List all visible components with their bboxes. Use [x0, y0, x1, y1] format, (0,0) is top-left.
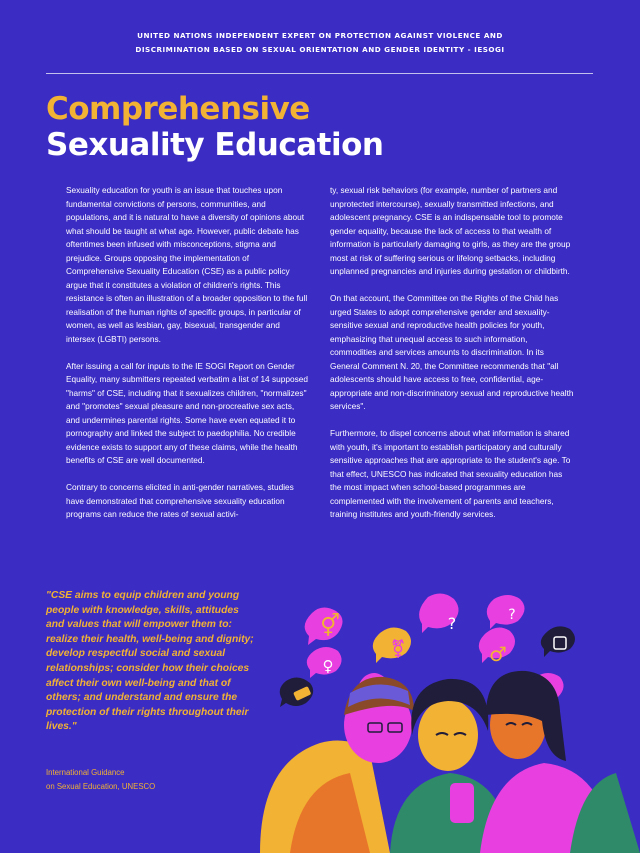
bubble-glyph: ⚥ [320, 614, 340, 639]
speech-bubble-icon [280, 677, 313, 707]
speech-bubble-icon [373, 627, 411, 663]
speech-bubble-icon [419, 593, 458, 633]
source-line-1: International Guidance [46, 768, 125, 777]
paragraph: Sexuality education for youth is an issue that touches upon fundamental convictions of persons, communities, and populations, and it is natural to have a diversity of opinions about what should be taught at what age. However, public debate has oftentimes been infused with misconceptions, stigma and prejudice. Groups opposing the implementation of Comprehensive Sexuality Education (CSE) as a public policy argue that it constitutes a violation of children's rights. This resistance is often an illustration of a broader opposition to the full realisation of the human rights of specific groups, in particular of women, as well as lesbian, gay, bisexual, transgender and intersex (LGBTI) persons. [66, 185, 308, 344]
right-text-column [330, 184, 575, 535]
bubble-glyph: ⚧ [390, 639, 406, 660]
paragraph: Contrary to concerns elicited in anti-gender narratives, studies have demonstrated that comprehensive sexuality education programs can reduce the rates of sexual activi- [66, 482, 294, 519]
paragraph: After issuing a call for inputs to the IE SOGI Report on Gender Equality, many submitters repeated verbatim a list of 14 supposed "harms" of CSE, including that it sexualizes children, "normalizes" and "promotes" sexual pleasure and non-procreative sex acts, and undermines parental rights. Some have even equated it to pornography and linked the subject to paedophilia. No credible evidence exists to support any of these claims, while the health benefits of CSE are well documented. [66, 360, 308, 465]
header-line-1: UNITED NATIONS INDEPENDENT EXPERT ON PROTECTION AGAINST VIOLENCE AND [137, 31, 503, 40]
paragraph: ty, sexual risk behaviors (for example, number of partners and unprotected intercourse), sexually transmitted infections, and adolescent pregnancy. CSE is an indispensable tool to promote gender equality, because the lack of access to that wealth of information is particularly damaging to girls, as they are the group most at risk of suffering serious or lifelong setbacks, including unplanned pregnancies and injuries during gestation or childbirth. [330, 185, 571, 276]
youth-illustration [250, 585, 640, 853]
left-text-column [66, 184, 309, 535]
speech-bubble-icon [305, 607, 343, 645]
page-title [46, 91, 383, 163]
bubble-glyph: ? [508, 607, 516, 623]
bubble-glyph: ? [447, 614, 457, 633]
header-line-2: DISCRIMINATION BASED ON SEXUAL ORIENTATION AND GENDER IDENTITY - IESOGI [135, 45, 505, 54]
speech-bubble-icon [307, 647, 342, 678]
pull-quote: "CSE aims to equip children and young people with knowledge, skills, attitudes and values that will empower them to: realize their health, well-being and dignity; develop respectful social and sexual relationships; consider how their choices affect their own well-being and that of others; and understand and ensure the protection of their rights throughout their lives." [46, 590, 254, 733]
speech-bubble-icon [479, 627, 515, 666]
source-line-2: on Sexual Education, UNESCO [46, 781, 156, 791]
bubble-glyph: ♂ [489, 642, 507, 666]
speech-bubble-icon [487, 595, 525, 629]
page-header [0, 29, 640, 57]
bubble-glyph: ♀ [322, 657, 334, 675]
speech-bubble-icon [541, 626, 575, 657]
paragraph: On that account, the Committee on the Rights of the Child has urged States to adopt comprehensive gender and sexuality-sensitive sexual and reproductive health policies for youth, emphasizing that unequal access to such information, commodities and services amounts to discrimination. In its General Comment N. 20, the Committee recommends that "all adolescents should have access to free, confidential, age-appropriate and non-discriminatory sexual and reproductive health services". [330, 293, 574, 411]
header-divider [46, 73, 593, 74]
right-youth-figure [480, 671, 640, 853]
title-line-2: Sexuality Education [46, 127, 384, 163]
quote-source [46, 766, 246, 793]
title-line-1: Comprehensive [46, 91, 310, 127]
paragraph: Furthermore, to dispel concerns about what information is shared with youth, it's important to establish participatory and culturally sensitive approaches that are appropriate to the student's age. To that effect, UNESCO has indicated that sexuality education has the most impact when school-based programmes are complemented with the involvement of parents and teachers, training institutes and youth-friendly services. [330, 428, 571, 519]
